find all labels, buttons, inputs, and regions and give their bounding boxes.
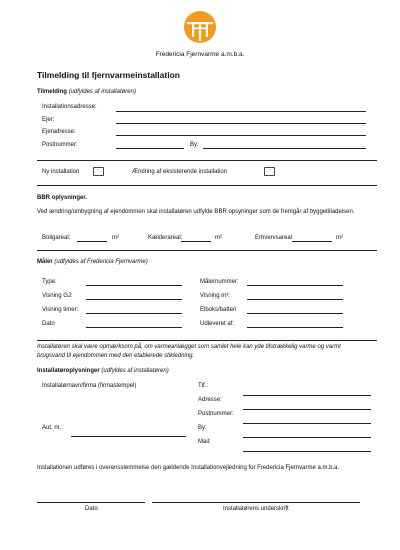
installer-label-postal: Postnummer: [198,411,234,417]
area-label-basement: Kælderareal: [148,235,183,241]
installer-aut-label: Aut. nr.: [42,425,63,431]
meter-label-number: Målernummer: [200,279,239,285]
basement-area-field[interactable] [181,241,211,242]
field-label-city: By: [190,142,199,148]
meter-label-issued-by: Udleveret af: [200,321,235,327]
installer-label-phone: Tlf.: [198,383,208,389]
meter-m3-field[interactable] [247,299,343,300]
company-logo [184,11,216,43]
meter-label-elbox: Elboks/batteri [200,307,237,313]
meter-label-m3: Visning m³: [200,293,230,299]
meter-label-hours: Visning timer: [42,307,79,313]
residential-area-field[interactable] [77,241,107,242]
installer-mail-field[interactable] [243,451,371,452]
divider [37,185,377,186]
area-unit-commercial: m² [336,235,343,241]
installer-heading [37,367,169,375]
field-label-owner-address: Ejeradresse: [42,129,76,135]
signature-label: Installatørens underskrift [223,506,289,512]
date-label: Dato [85,506,98,512]
installer-signature-line[interactable] [152,502,360,503]
bbr-heading: BBR oplysninger. [37,195,88,201]
registration-heading [37,88,136,96]
installation-address-field[interactable] [116,111,366,112]
meter-number-field[interactable] [247,285,343,286]
change-installation-checkbox[interactable] [264,167,275,176]
installer-heading-label: Installatøroplysninger [37,368,100,374]
change-installation-label: Ændring af eksisterende installation [132,169,228,175]
meter-gj-field[interactable] [86,299,182,300]
installer-aut-field[interactable] [71,436,186,437]
installer-phone-field[interactable] [243,395,371,396]
installer-city-field[interactable] [243,437,371,438]
meter-heading-note: (udfyldes af Fredericia Fjernvarme) [54,259,148,265]
divider [37,160,377,161]
meter-hours-field[interactable] [86,313,182,314]
area-unit-residential: m² [112,235,119,241]
meter-heading [37,258,148,266]
date-signature-line[interactable] [37,502,145,503]
divider [37,340,377,341]
postal-code-field[interactable] [116,148,184,149]
new-installation-checkbox[interactable] [93,167,104,176]
field-label-owner: Ejer: [42,117,55,123]
new-installation-label: Ny installation [42,169,80,175]
city-field[interactable] [203,148,366,149]
meter-elbox-field[interactable] [247,313,343,314]
installer-label-city: By: [198,425,207,431]
meter-issued-by-field[interactable] [247,327,343,328]
owner-field[interactable] [116,123,366,124]
area-unit-basement: m² [215,235,222,241]
installer-heading-note: (udfyldes af installatøren) [101,368,169,374]
company-name: Fredericia Fjernvarme a.m.b.a. [155,51,245,58]
notice-text: Installatøren skal være opmærksom på, om varmeanlægget som samlet hele kan yde tilstrækkelig varme og varmt brugsvand til ejendommen med den etablerede stikledning. [37,344,341,359]
commercial-area-field[interactable] [292,241,332,242]
meter-label-gj: Visning GJ: [42,293,73,299]
installer-address-field[interactable] [243,409,371,410]
area-label-residential: Boligareal: [42,235,71,241]
meter-label-date: Dato [42,321,55,327]
registration-heading-label: Tilmelding [37,89,67,95]
registration-heading-note: (udfyldes af installatøren) [68,89,136,95]
meter-label-type: Type: [42,279,57,285]
field-label-postal-code: Postnummer: [42,142,78,148]
installer-label-mail: Mail: [198,439,211,445]
page-title: Tilmelding til fjernvarmeinstallation [37,70,180,80]
area-label-commercial: Erhvervsareal [255,235,293,241]
installer-postal-field[interactable] [243,423,371,424]
owner-address-field[interactable] [116,135,366,136]
installer-name-label: Installatørnavn/firma (firmastempel) [42,383,137,389]
footer-statement: Installationen udføres i overensstemmelse den gældende Installationvejledning for Fredericia Fjernvarme a.m.b.a. [37,465,340,471]
meter-type-field[interactable] [86,285,182,286]
divider [37,250,377,251]
meter-date-field[interactable] [86,327,182,328]
installer-label-address: Adresse: [198,397,222,403]
field-label-installation-address: Installationsadresse: [42,104,97,110]
meter-heading-label: Måler [37,259,53,265]
bbr-description: Ved ændring/ombygning af ejendommen skal installatøren udfylde BBR opsyninger som de fremgår af byggetilladelsen. [37,209,355,215]
